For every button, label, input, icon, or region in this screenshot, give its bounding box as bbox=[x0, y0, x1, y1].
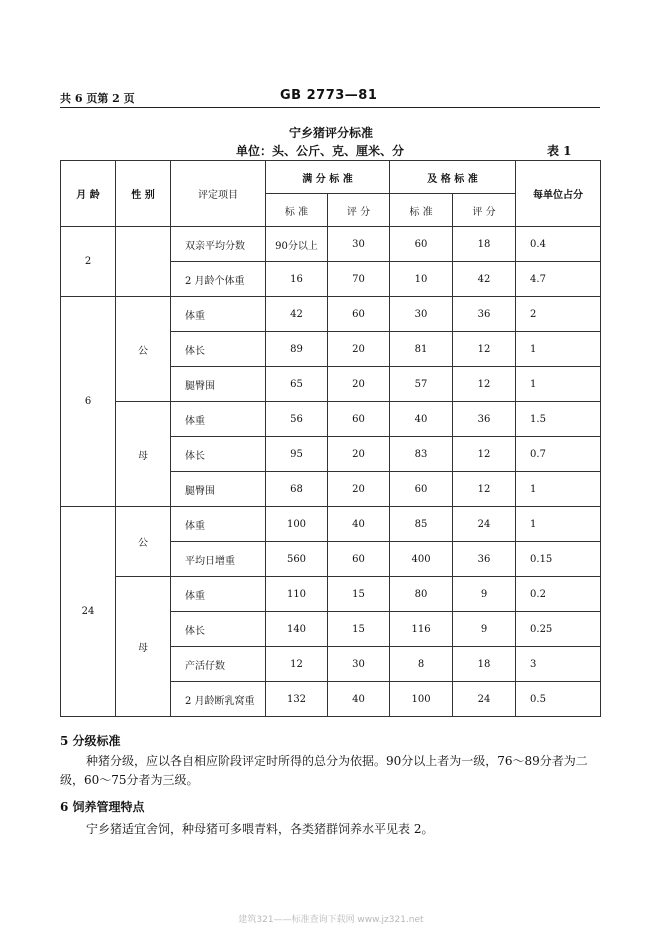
cell-pass-score: 18 bbox=[453, 227, 516, 262]
col-full-score-header: 评 分 bbox=[328, 194, 390, 227]
cell-full-score: 40 bbox=[328, 682, 390, 717]
cell-per-unit: 4.7 bbox=[516, 262, 601, 297]
table-units: 单位：头、公斤、克、厘米、分 bbox=[236, 144, 405, 158]
cell-full-standard: 16 bbox=[266, 262, 328, 297]
cell-pass-score: 9 bbox=[453, 577, 516, 612]
cell-full-standard: 90分以上 bbox=[266, 227, 328, 262]
cell-pass-score: 12 bbox=[453, 437, 516, 472]
cell-full-standard: 89 bbox=[266, 332, 328, 367]
cell-full-score: 60 bbox=[328, 542, 390, 577]
cell-item: 体长 bbox=[171, 437, 266, 472]
cell-item: 腿臀围 bbox=[171, 367, 266, 402]
cell-pass-standard: 100 bbox=[390, 682, 453, 717]
col-sex-header: 性 别 bbox=[116, 161, 171, 227]
cell-pass-score: 36 bbox=[453, 297, 516, 332]
cell-pass-score: 9 bbox=[453, 612, 516, 647]
cell-pass-score: 24 bbox=[453, 507, 516, 542]
cell-full-standard: 12 bbox=[266, 647, 328, 682]
col-pass-standard-header: 标 准 bbox=[390, 194, 453, 227]
col-full-group-header: 满 分 标 准 bbox=[266, 161, 390, 194]
cell-full-standard: 65 bbox=[266, 367, 328, 402]
cell-per-unit: 0.25 bbox=[516, 612, 601, 647]
cell-per-unit: 1 bbox=[516, 367, 601, 402]
cell-sex: 公 bbox=[116, 507, 171, 577]
cell-pass-score: 36 bbox=[453, 542, 516, 577]
footer-watermark: 建筑321——标准查询下载网 www.jz321.net bbox=[238, 915, 424, 925]
header-rule bbox=[60, 107, 600, 108]
cell-pass-standard: 60 bbox=[390, 227, 453, 262]
table-row bbox=[61, 402, 601, 437]
cell-item: 体长 bbox=[171, 612, 266, 647]
cell-full-standard: 100 bbox=[266, 507, 328, 542]
header-row bbox=[61, 161, 601, 194]
cell-full-score: 40 bbox=[328, 507, 390, 542]
cell-full-score: 30 bbox=[328, 647, 390, 682]
table-row bbox=[61, 577, 601, 612]
cell-per-unit: 3 bbox=[516, 647, 601, 682]
cell-full-score: 30 bbox=[328, 227, 390, 262]
cell-pass-score: 18 bbox=[453, 647, 516, 682]
cell-sex: 母 bbox=[116, 577, 171, 717]
cell-pass-standard: 8 bbox=[390, 647, 453, 682]
cell-pass-score: 42 bbox=[453, 262, 516, 297]
table-title: 宁乡猪评分标准 bbox=[288, 126, 373, 140]
cell-item: 腿臀围 bbox=[171, 472, 266, 507]
cell-per-unit: 0.7 bbox=[516, 437, 601, 472]
table-row bbox=[61, 297, 601, 332]
cell-item: 体重 bbox=[171, 577, 266, 612]
cell-full-score: 60 bbox=[328, 297, 390, 332]
cell-pass-score: 36 bbox=[453, 402, 516, 437]
cell-item: 体重 bbox=[171, 297, 266, 332]
page-info: 共 6 页第 2 页 bbox=[60, 92, 135, 105]
cell-item: 体重 bbox=[171, 402, 266, 437]
cell-pass-standard: 57 bbox=[390, 367, 453, 402]
cell-item: 体长 bbox=[171, 332, 266, 367]
cell-pass-standard: 116 bbox=[390, 612, 453, 647]
cell-pass-score: 12 bbox=[453, 332, 516, 367]
cell-full-standard: 132 bbox=[266, 682, 328, 717]
cell-pass-standard: 60 bbox=[390, 472, 453, 507]
cell-pass-standard: 10 bbox=[390, 262, 453, 297]
col-item-header: 评定项目 bbox=[171, 161, 266, 227]
cell-pass-score: 12 bbox=[453, 367, 516, 402]
cell-pass-standard: 80 bbox=[390, 577, 453, 612]
cell-full-standard: 95 bbox=[266, 437, 328, 472]
cell-full-score: 20 bbox=[328, 437, 390, 472]
col-per-unit-header: 每单位占分 bbox=[516, 161, 601, 227]
cell-pass-standard: 30 bbox=[390, 297, 453, 332]
cell-per-unit: 0.4 bbox=[516, 227, 601, 262]
cell-pass-standard: 85 bbox=[390, 507, 453, 542]
cell-full-standard: 68 bbox=[266, 472, 328, 507]
cell-full-score: 15 bbox=[328, 612, 390, 647]
col-pass-group-header: 及 格 标 准 bbox=[390, 161, 516, 194]
col-pass-score-header: 评 分 bbox=[453, 194, 516, 227]
section-5-heading: 5 分级标准 bbox=[60, 734, 121, 748]
cell-age: 2 bbox=[61, 227, 116, 297]
cell-per-unit: 0.2 bbox=[516, 577, 601, 612]
cell-full-score: 20 bbox=[328, 472, 390, 507]
cell-per-unit: 1 bbox=[516, 472, 601, 507]
cell-age: 24 bbox=[61, 507, 116, 717]
cell-full-score: 60 bbox=[328, 402, 390, 437]
cell-item: 2 月龄个体重 bbox=[171, 262, 266, 297]
cell-pass-score: 12 bbox=[453, 472, 516, 507]
section-6-text: 宁乡猪适宜舍饲，种母猪可多喂青料，各类猪群饲养水平见表 2。 bbox=[86, 822, 434, 836]
cell-sex: 母 bbox=[116, 402, 171, 507]
cell-item: 2 月龄断乳窝重 bbox=[171, 682, 266, 717]
cell-full-score: 20 bbox=[328, 332, 390, 367]
cell-full-standard: 110 bbox=[266, 577, 328, 612]
cell-full-score: 70 bbox=[328, 262, 390, 297]
table-row bbox=[61, 227, 601, 262]
cell-full-standard: 42 bbox=[266, 297, 328, 332]
cell-sex: 公 bbox=[116, 297, 171, 402]
cell-pass-score: 24 bbox=[453, 682, 516, 717]
section-5-text: 种猪分级，应以各自相应阶段评定时所得的总分为依据。90分以上者为一级，76～89分者为二级，60～75分者为三级。 bbox=[60, 754, 588, 787]
col-full-standard-header: 标 准 bbox=[266, 194, 328, 227]
cell-pass-standard: 81 bbox=[390, 332, 453, 367]
cell-pass-standard: 400 bbox=[390, 542, 453, 577]
cell-item: 体重 bbox=[171, 507, 266, 542]
col-age-header: 月 龄 bbox=[61, 161, 116, 227]
cell-item: 平均日增重 bbox=[171, 542, 266, 577]
scoring-table bbox=[60, 160, 601, 717]
cell-sex bbox=[116, 227, 171, 297]
standard-code: GB 2773—81 bbox=[280, 88, 378, 103]
table-label: 表 1 bbox=[547, 144, 572, 158]
cell-per-unit: 2 bbox=[516, 297, 601, 332]
cell-pass-standard: 40 bbox=[390, 402, 453, 437]
cell-pass-standard: 83 bbox=[390, 437, 453, 472]
table-row bbox=[61, 507, 601, 542]
cell-per-unit: 0.5 bbox=[516, 682, 601, 717]
cell-age: 6 bbox=[61, 297, 116, 507]
cell-per-unit: 0.15 bbox=[516, 542, 601, 577]
cell-item: 双亲平均分数 bbox=[171, 227, 266, 262]
cell-per-unit: 1 bbox=[516, 332, 601, 367]
cell-full-standard: 140 bbox=[266, 612, 328, 647]
cell-per-unit: 1.5 bbox=[516, 402, 601, 437]
cell-full-score: 20 bbox=[328, 367, 390, 402]
cell-full-standard: 560 bbox=[266, 542, 328, 577]
cell-item: 产活仔数 bbox=[171, 647, 266, 682]
cell-full-standard: 56 bbox=[266, 402, 328, 437]
section-6-heading: 6 饲养管理特点 bbox=[60, 800, 145, 814]
cell-full-score: 15 bbox=[328, 577, 390, 612]
cell-per-unit: 1 bbox=[516, 507, 601, 542]
